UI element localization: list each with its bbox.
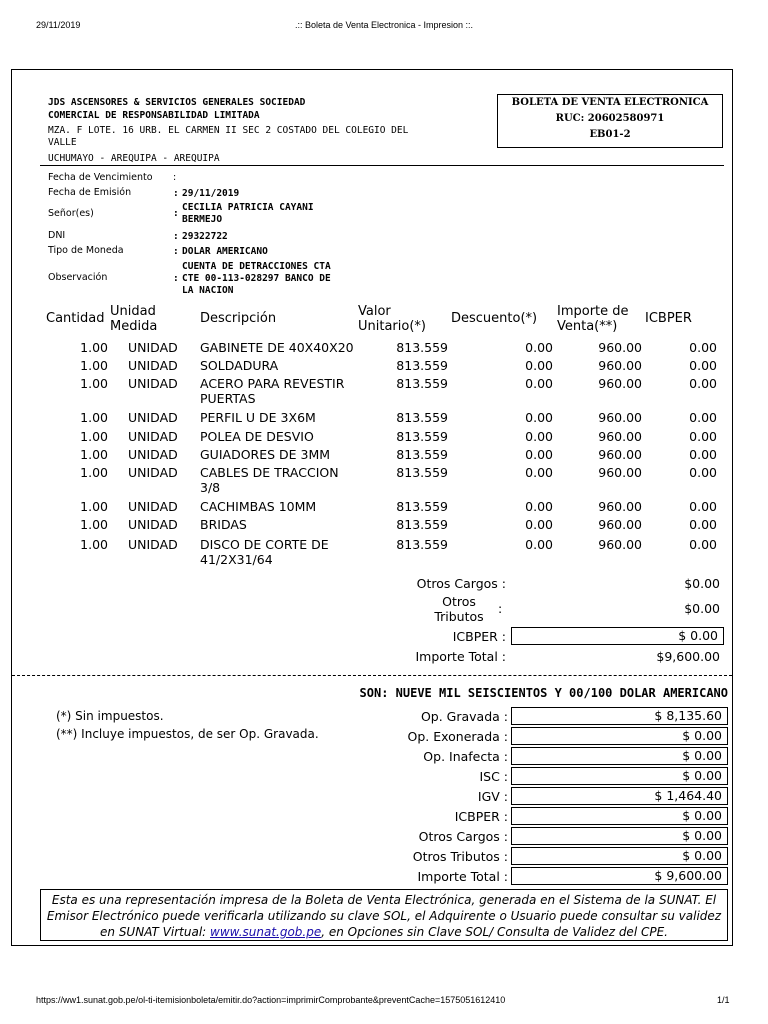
cell-cantidad: 1.00 [80,358,108,373]
cell-descuento: 0.00 [525,429,553,444]
total-value: $ 1,464.40 [511,787,728,805]
total-value: $ 0.00 [511,767,728,785]
print-page: 1/1 [717,995,730,1005]
otros-cargos-label: Otros Cargos : [416,576,506,591]
cell-valor-unitario: 813.559 [396,410,448,425]
th-unidad-1: Unidad [110,304,156,319]
cell-unidad: UNIDAD [128,499,178,514]
cell-icbper: 0.00 [689,499,717,514]
issuer-address-line1: MZA. F LOTE. 16 URB. EL CARMEN II SEC 2 COSTADO DEL COLEGIO DEL [48,125,409,136]
cell-icbper: 0.00 [689,358,717,373]
cell-valor-unitario: 813.559 [396,340,448,355]
cell-importe: 960.00 [598,429,642,444]
section-divider [12,675,732,676]
cell-descripcion: POLEA DE DESVIO [200,429,314,444]
th-descuento: Descuento(*) [451,311,538,326]
note-sin-impuestos: (*) Sin impuestos. [56,709,164,723]
cell-icbper: 0.00 [689,376,717,391]
otros-tributos-value: $0.00 [684,601,720,616]
label-fecha-vencimiento: Fecha de Vencimiento [48,172,153,183]
cell-descuento: 0.00 [525,376,553,391]
cell-valor-unitario: 813.559 [396,447,448,462]
cell-descuento: 0.00 [525,465,553,480]
legal-line2: Emisor Electrónico puede verificarla utilizando su clave SOL, el Adquirente o Usuario puede consultar su validez [46,909,722,923]
legal-line1: Esta es una representación impresa de la Boleta de Venta Electrónica, generada en el Sistema de la SUNAT. El [51,893,717,907]
total-label: ICBPER : [454,809,508,824]
th-valor-2: Unitario(*) [358,319,426,334]
issuer-name-line1: JDS ASCENSORES & SERVICIOS GENERALES SOCIEDAD [48,97,306,108]
cell-descripcion: GUIADORES DE 3MM [200,447,331,462]
legal-line3-post: , en Opciones sin Clave SOL/ Consulta de Validez del CPE. [321,925,668,939]
total-value: $ 0.00 [511,727,728,745]
print-url: https://ww1.sunat.gob.pe/ol-ti-itemisionboleta/emitir.do?action=imprimirComprobante&preventCache=1575051612410 [36,995,506,1005]
value-observacion-line3: LA NACION [182,285,234,296]
cell-importe: 960.00 [598,499,642,514]
cell-descripcion-cont: 41/2X31/64 [200,552,273,567]
value-dni: 29322722 [182,231,228,242]
total-label: Otros Tributos : [412,849,508,864]
colon-3: : [173,208,179,219]
total-label: Op. Exonerada : [407,729,508,744]
issuer-name-line2: COMERCIAL DE RESPONSABILIDAD LIMITADA [48,110,260,121]
value-fecha-emision: 29/11/2019 [182,188,240,199]
cell-unidad: UNIDAD [128,447,178,462]
colon-6: : [173,273,179,284]
note-incluye-impuestos: (**) Incluye impuestos, de ser Op. Gravada. [56,727,319,741]
label-fecha-emision: Fecha de Emisión [48,187,132,198]
cell-importe: 960.00 [598,537,642,552]
issuer-address-line2: VALLE [48,137,77,148]
sunat-link[interactable]: www.sunat.gob.pe [210,925,322,939]
cell-descripcion: ACERO PARA REVESTIR [200,376,345,391]
cell-importe: 960.00 [598,376,642,391]
amount-in-words: SON: NUEVE MIL SEISCIENTOS Y 00/100 DOLAR AMERICANO [359,686,728,700]
document-ruc: RUC: 20602580971 [555,113,665,124]
colon-4: : [173,231,179,242]
issuer-block [48,96,488,165]
cell-icbper: 0.00 [689,340,717,355]
cell-valor-unitario: 813.559 [396,376,448,391]
cell-descripcion-cont: PUERTAS [200,391,256,406]
total-value: $ 8,135.60 [511,707,728,725]
total-label: IGV : [477,789,508,804]
th-icbper: ICBPER [645,311,692,326]
cell-descripcion-cont: 3/8 [200,480,221,495]
cell-cantidad: 1.00 [80,517,108,532]
cell-importe: 960.00 [598,340,642,355]
cell-unidad: UNIDAD [128,340,178,355]
issuer-location: UCHUMAYO - AREQUIPA - AREQUIPA [48,153,220,164]
cell-descuento: 0.00 [525,358,553,373]
cell-unidad: UNIDAD [128,410,178,425]
otros-tributos-label [420,594,498,624]
legal-line3-pre: en SUNAT Virtual: [100,925,211,939]
total-value: $ 0.00 [511,747,728,765]
cell-icbper: 0.00 [689,429,717,444]
th-importe-2: Venta(**) [557,319,618,334]
total-label: Op. Inafecta : [423,749,508,764]
total-value: $ 9,600.00 [511,867,728,885]
importe-total-value: $9,600.00 [656,649,720,664]
legal-notice [40,889,728,941]
cell-unidad: UNIDAD [128,429,178,444]
value-senores-line2: BERMEJO [182,214,223,225]
total-label: Op. Gravada : [420,709,508,724]
otros-tributos-label-1: Otros [442,594,476,609]
th-cantidad: Cantidad [46,311,105,326]
cell-descuento: 0.00 [525,499,553,514]
th-valor-1: Valor [358,304,391,319]
cell-descripcion: GABINETE DE 40X40X20 [200,340,354,355]
document-box [497,94,723,148]
cell-icbper: 0.00 [689,465,717,480]
cell-importe: 960.00 [598,465,642,480]
cell-cantidad: 1.00 [80,537,108,552]
cell-cantidad: 1.00 [80,376,108,391]
label-tipo-moneda: Tipo de Moneda [48,245,124,256]
total-value: $ 0.00 [511,827,728,845]
cell-descripcion: CABLES DE TRACCION [200,465,339,480]
cell-valor-unitario: 813.559 [396,429,448,444]
label-dni: DNI [48,230,66,241]
cell-icbper: 0.00 [689,517,717,532]
cell-unidad: UNIDAD [128,465,178,480]
icbper-label: ICBPER : [452,629,506,644]
cell-descuento: 0.00 [525,340,553,355]
cell-importe: 960.00 [598,447,642,462]
cell-cantidad: 1.00 [80,465,108,480]
cell-importe: 960.00 [598,358,642,373]
cell-descripcion: DISCO DE CORTE DE [200,537,329,552]
th-unidad-2: Medida [110,319,158,334]
cell-cantidad: 1.00 [80,499,108,514]
cell-descripcion: BRIDAS [200,517,247,532]
value-senores-line1: CECILIA PATRICIA CAYANI [182,202,314,213]
cell-importe: 960.00 [598,410,642,425]
value-tipo-moneda: DOLAR AMERICANO [182,246,268,257]
th-descripcion: Descripción [200,311,277,326]
document-number: EB01-2 [589,129,631,140]
document-type: BOLETA DE VENTA ELECTRONICA [511,97,709,108]
label-senores: Señor(es) [48,208,94,219]
cell-cantidad: 1.00 [80,340,108,355]
cell-valor-unitario: 813.559 [396,517,448,532]
otros-tributos-colon: : [498,601,503,616]
icbper-value: $ 0.00 [511,627,724,645]
cell-valor-unitario: 813.559 [396,465,448,480]
legal-line3 [41,924,727,940]
cell-unidad: UNIDAD [128,376,178,391]
colon-5: : [173,246,179,257]
cell-valor-unitario: 813.559 [396,358,448,373]
importe-total-label: Importe Total : [415,649,506,664]
colon-1: : [173,172,177,183]
label-observacion: Observación [48,272,108,283]
cell-valor-unitario: 813.559 [396,499,448,514]
cell-unidad: UNIDAD [128,537,178,552]
cell-cantidad: 1.00 [80,429,108,444]
header-divider [40,165,724,166]
total-value: $ 0.00 [511,807,728,825]
cell-icbper: 0.00 [689,410,717,425]
total-label: Importe Total : [417,869,508,884]
cell-cantidad: 1.00 [80,410,108,425]
cell-descripcion: CACHIMBAS 10MM [200,499,317,514]
otros-cargos-value: $0.00 [684,576,720,591]
cell-descuento: 0.00 [525,447,553,462]
cell-icbper: 0.00 [689,447,717,462]
total-label: Otros Cargos : [418,829,508,844]
cell-descuento: 0.00 [525,517,553,532]
cell-cantidad: 1.00 [80,447,108,462]
total-value: $ 0.00 [511,847,728,865]
cell-unidad: UNIDAD [128,358,178,373]
print-title: .:: Boleta de Venta Electronica - Impresion ::. [294,20,474,30]
cell-descripcion: SOLDADURA [200,358,279,373]
value-observacion-line1: CUENTA DE DETRACCIONES CTA [182,261,331,272]
cell-descuento: 0.00 [525,410,553,425]
total-label: ISC : [479,769,508,784]
colon-2: : [173,188,179,199]
print-date: 29/11/2019 [36,20,81,30]
otros-tributos-label-2: Tributos [434,609,484,624]
cell-icbper: 0.00 [689,537,717,552]
cell-descripcion: PERFIL U DE 3X6M [200,410,316,425]
th-importe-1: Importe de [557,304,629,319]
cell-unidad: UNIDAD [128,517,178,532]
value-observacion-line2: CTE 00-113-028297 BANCO DE [182,273,331,284]
cell-descuento: 0.00 [525,537,553,552]
cell-importe: 960.00 [598,517,642,532]
cell-valor-unitario: 813.559 [396,537,448,552]
